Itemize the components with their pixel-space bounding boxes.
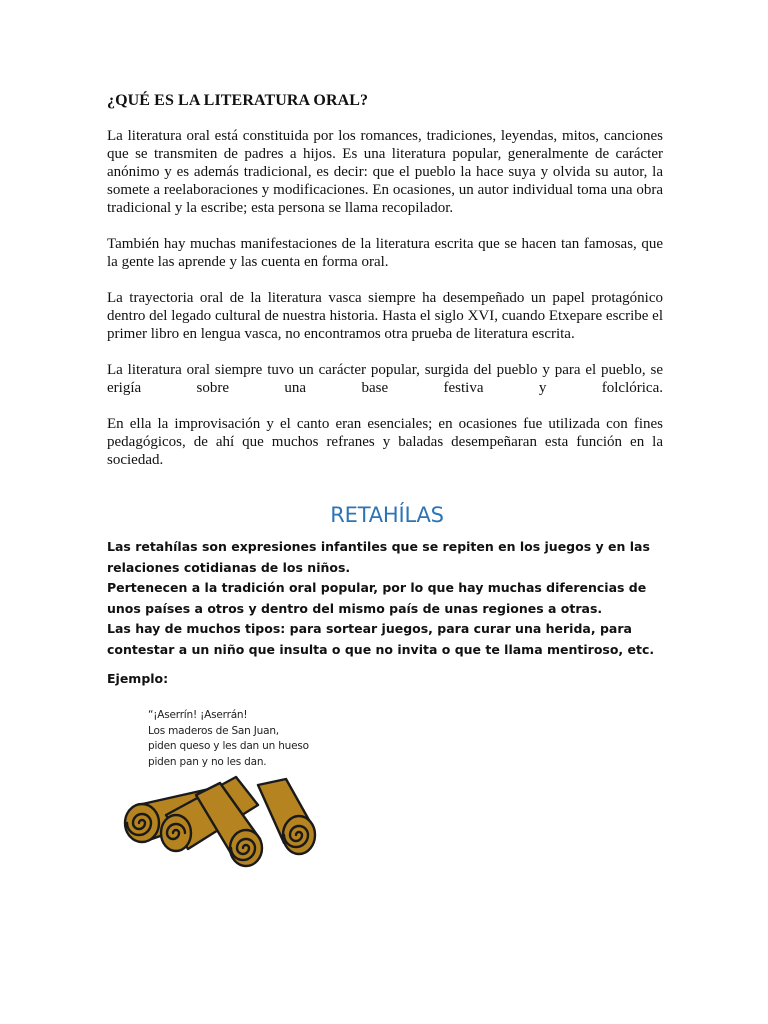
rhyme-line: piden queso y les dan un hueso: [148, 740, 309, 752]
paragraph-retahilas-tradition: Pertenecen a la tradición oral popular, por lo que hay muchas diferencias de unos países a otros y dentro del mismo país de unas regiones a otras.: [107, 580, 647, 616]
rhyme-figure: [118, 705, 338, 875]
rhyme-line: Los maderos de San Juan,: [148, 724, 279, 737]
paragraph-retahilas-types: Las hay de muchos tipos: para sortear juegos, para curar una herida, para contestar a un niño que insulta o que no invita o que te llama mentiroso, etc.: [107, 621, 655, 657]
paragraph-definition: La literatura oral está constituida por los romances, tradiciones, leyendas, mitos, canciones que se transmiten de padres a hijos. Es una literatura popular, generalmente de carácter anónimo y es además tradicional, es decir: que el pueblo la hace suya y olvida su autor, la somete a reelaboraciones y modificaciones. En ocasiones, un autor individual toma una obra tradicional y la escribe; esta persona se llama recopilador.: [107, 128, 663, 216]
paragraph-written-literature: También hay muchas manifestaciones de la literatura escrita que se hacen tan famosas, que la gente las aprende y las cuenta en forma oral.: [107, 236, 663, 270]
section-retahilas: [107, 503, 667, 686]
paragraph-popular-character: La literatura oral siempre tuvo un carácter popular, surgida del pueblo y para el pueblo, se erigía sobre una base festiva y folclórica.: [107, 362, 663, 396]
example-label: Ejemplo:: [107, 671, 169, 686]
section-heading-literatura-oral: ¿QUÉ ES LA LITERATURA ORAL?: [107, 92, 369, 109]
rhyme-line: piden pan y no les dan.: [148, 755, 267, 768]
rhyme-line: “¡Aserrín! ¡Aserrán!: [148, 709, 248, 721]
section-literatura-oral: [107, 92, 663, 487]
paragraph-basque-literature: La trayectoria oral de la literatura vasca siempre ha desempeñado un papel protagónico dentro del legado cultural de nuestra historia. Hasta el siglo XVI, cuando Etxepare escribe el primer libro en lengua vasca, no encontramos otra prueba de literatura escrita.: [107, 290, 663, 342]
rhyme-text: [148, 708, 309, 770]
paragraph-improvisation: En ella la improvisación y el canto eran esenciales; en ocasiones fue utilizada con fines pedagógicos, de ahí que muchos refranes y baladas desempeñaran esta función en la sociedad.: [107, 416, 663, 468]
paragraph-retahilas-definition: Las retahílas son expresiones infantiles que se repiten en los juegos y en las relaciones cotidianas de los niños.: [107, 539, 650, 575]
section-heading-retahilas: RETAHÍLAS: [330, 503, 444, 527]
wooden-logs-icon: [118, 765, 328, 875]
